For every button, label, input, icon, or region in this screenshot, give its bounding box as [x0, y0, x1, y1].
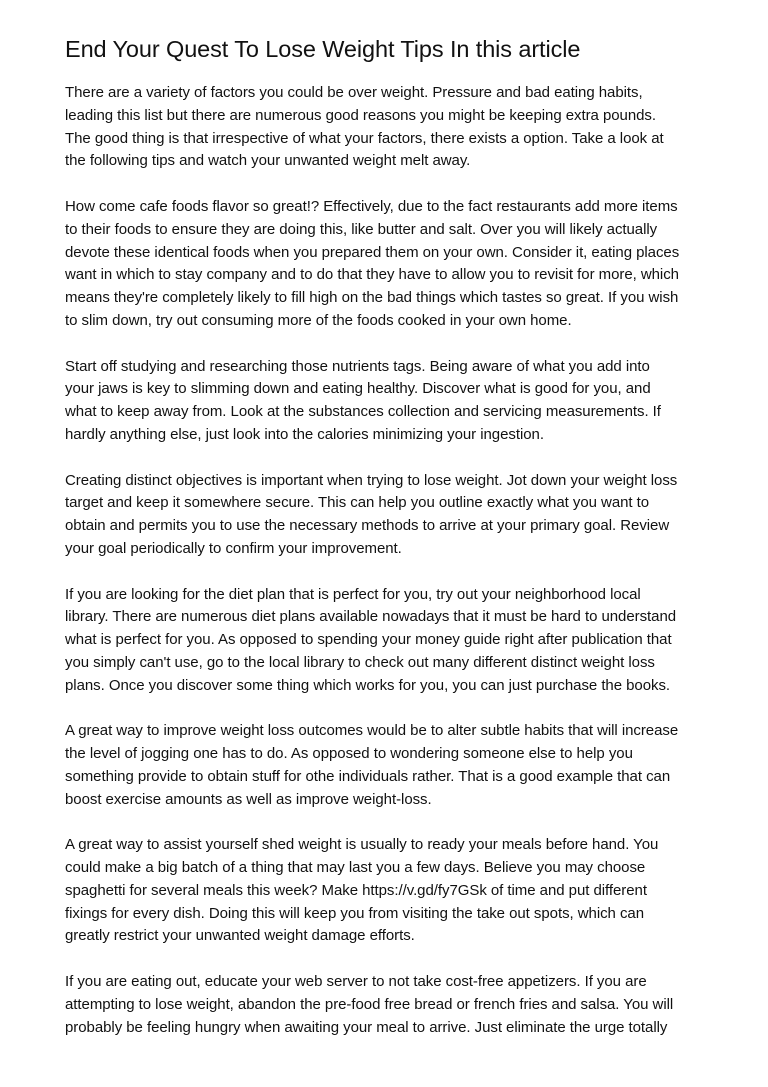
text-line: greatly restrict your unwanted weight damage efforts.	[65, 927, 415, 945]
paragraph-7	[65, 834, 715, 948]
text-line: obtain and permits you to use the necessary methods to arrive at your primary goal. Review	[65, 517, 670, 535]
text-line: fixings for every dish. Doing this will keep you from visiting the take out spots, which can	[65, 904, 645, 922]
text-line: you simply can't use, go to the local library to check out many different distinct weight loss	[65, 653, 655, 671]
paragraph-3	[65, 356, 715, 447]
text-line: attempting to lose weight, abandon the pre-food free bread or french fries and salsa. You will	[65, 995, 674, 1013]
text-line: to their foods to ensure they are doing this, like butter and salt. Over you will likely actually	[65, 220, 658, 238]
text-line: plans. Once you discover some thing which works for you, you can just purchase the books.	[65, 676, 671, 694]
text-line: If you are eating out, educate your web server to not take cost-free appetizers. If you are	[65, 973, 647, 991]
text-line: what is perfect for you. As opposed to spending your money guide right after publication that	[65, 631, 672, 649]
text-line: the following tips and watch your unwanted weight melt away.	[65, 152, 471, 170]
text-line: There are a variety of factors you could be over weight. Pressure and bad eating habits,	[65, 84, 643, 101]
text-line: library. There are numerous diet plans available nowadays that it must be hard to understand	[65, 608, 677, 626]
paragraph-2	[65, 196, 715, 333]
paragraph-1	[65, 82, 715, 173]
text-line: to slim down, try out consuming more of the foods cooked in your own home.	[65, 311, 572, 329]
document-title: End Your Quest To Lose Weight Tips In this article	[65, 36, 581, 62]
text-line: spaghetti for several meals this week? Make https://v.gd/fy7GSk of time and put different	[65, 881, 647, 899]
text-line: what to keep away from. Look at the substances collection and servicing measurements. If	[65, 403, 661, 421]
text-line: leading this list but there are numerous good reasons you might be keeping extra pounds.	[65, 106, 656, 124]
text-line: something provide to obtain stuff for othe individuals rather. That is a good example that can	[65, 767, 671, 785]
text-line: A great way to improve weight loss outcomes would be to alter subtle habits that will increase	[65, 722, 679, 740]
paragraph-6	[65, 720, 715, 811]
text-line: your jaws is key to slimming down and eating healthy. Discover what is good for you, and	[65, 380, 651, 398]
text-line: The good thing is that irrespective of what your factors, there exists a option. Take a look at	[65, 129, 664, 147]
text-line: Start off studying and researching those nutrients tags. Being aware of what you add into	[65, 357, 650, 375]
text-line: the level of jogging one has to do. As opposed to wondering someone else to help you	[65, 745, 633, 763]
document-body	[65, 82, 715, 1039]
text-line: probably be feeling hungry when awaiting your meal to arrive. Just eliminate the urge totally	[65, 1018, 668, 1036]
text-line: How come cafe foods flavor so great!? Effectively, due to the fact restaurants add more items	[65, 197, 678, 215]
text-line: could make a big batch of a thing that may last you a few days. Believe you may choose	[65, 859, 646, 877]
text-line: devote these identical foods when you prepared them on your own. Consider it, eating places	[65, 243, 680, 261]
text-line: means they're completely likely to fill high on the bad things which tastes so great. If you wish	[65, 289, 679, 307]
text-line: Creating distinct objectives is important when trying to lose weight. Jot down your weight loss	[65, 471, 678, 489]
text-line: want in which to stay company and to do that they have to allow you to revisit for more, which	[65, 266, 679, 284]
paragraph-4	[65, 470, 715, 561]
text-line: boost exercise amounts as well as improve weight-loss.	[65, 790, 432, 808]
text-line: target and keep it somewhere secure. This can help you outline exactly what you want to	[65, 494, 650, 512]
text-line: If you are looking for the diet plan that is perfect for you, try out your neighborhood local	[65, 585, 641, 603]
document-page	[65, 34, 715, 1062]
paragraph-5	[65, 584, 715, 698]
text-line: A great way to assist yourself shed weight is usually to ready your meals before hand. You	[65, 836, 659, 854]
paragraph-8	[65, 971, 715, 1039]
text-line: your goal periodically to confirm your improvement.	[65, 539, 402, 557]
text-line: hardly anything else, just look into the calories minimizing your ingestion.	[65, 425, 544, 443]
